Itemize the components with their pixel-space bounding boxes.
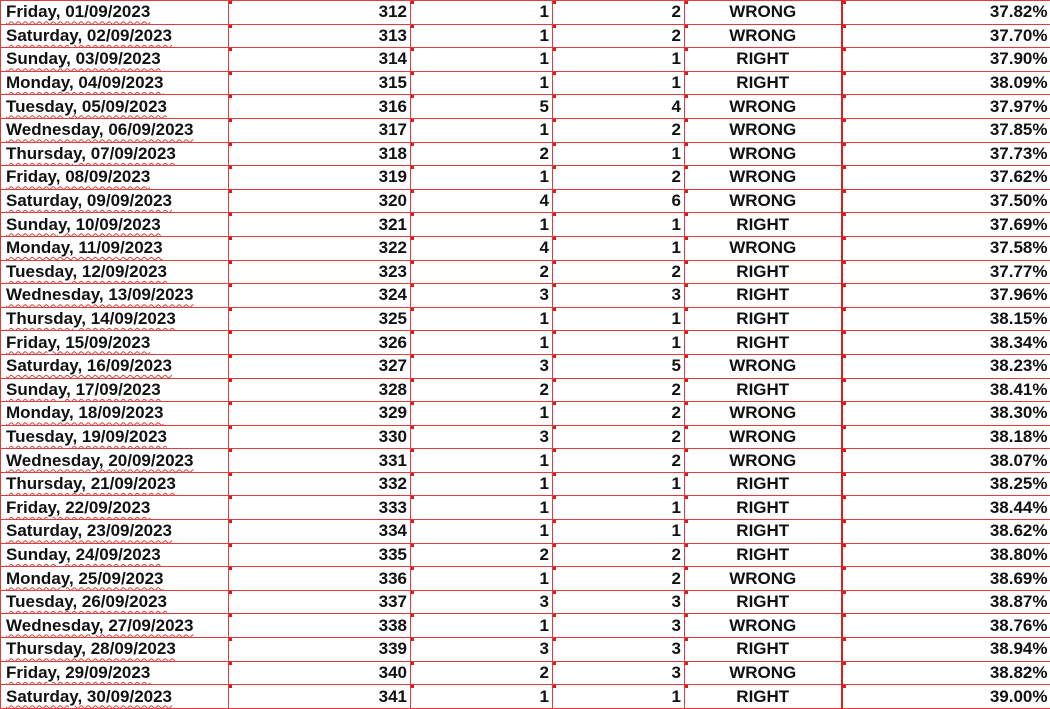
id-cell[interactable]: 341 xyxy=(229,685,411,709)
value-b-cell[interactable]: 1 xyxy=(553,331,685,355)
percentage-cell[interactable]: 39.00% xyxy=(842,685,1050,709)
table-row xyxy=(1,189,1050,213)
value-b-cell[interactable]: 1 xyxy=(553,71,685,95)
id-cell[interactable]: 324 xyxy=(229,284,411,308)
value-a-cell[interactable]: 1 xyxy=(411,71,553,95)
date-cell[interactable] xyxy=(1,260,229,284)
date-text: Saturday, 02/09/2023 xyxy=(6,26,172,45)
result-cell[interactable]: WRONG xyxy=(685,118,842,142)
date-cell[interactable] xyxy=(1,236,229,260)
date-text: Thursday, 28/09/2023 xyxy=(6,639,176,658)
date-cell[interactable] xyxy=(1,95,229,119)
result-cell[interactable]: RIGHT xyxy=(685,213,842,237)
value-b-cell[interactable]: 2 xyxy=(553,24,685,48)
result-cell[interactable]: WRONG xyxy=(685,236,842,260)
date-text: Sunday, 03/09/2023 xyxy=(6,49,161,68)
date-cell[interactable] xyxy=(1,614,229,638)
date-text: Thursday, 07/09/2023 xyxy=(6,144,176,163)
date-text: Friday, 22/09/2023 xyxy=(6,498,150,517)
date-text: Wednesday, 20/09/2023 xyxy=(6,451,193,470)
result-cell[interactable]: RIGHT xyxy=(685,71,842,95)
result-cell[interactable]: RIGHT xyxy=(685,638,842,662)
date-text: Wednesday, 13/09/2023 xyxy=(6,285,193,304)
date-text: Wednesday, 06/09/2023 xyxy=(6,120,193,139)
value-b-cell[interactable]: 1 xyxy=(553,307,685,331)
result-cell[interactable]: WRONG xyxy=(685,142,842,166)
result-cell[interactable]: RIGHT xyxy=(685,496,842,520)
table-row xyxy=(1,590,1050,614)
value-b-cell[interactable]: 2 xyxy=(553,567,685,591)
value-b-cell[interactable]: 2 xyxy=(553,402,685,426)
value-a-cell[interactable]: 1 xyxy=(411,472,553,496)
value-a-cell[interactable]: 1 xyxy=(411,614,553,638)
result-cell[interactable]: WRONG xyxy=(685,567,842,591)
result-cell[interactable]: WRONG xyxy=(685,1,842,25)
id-cell[interactable]: 322 xyxy=(229,236,411,260)
value-b-cell[interactable]: 1 xyxy=(553,685,685,709)
table-row xyxy=(1,496,1050,520)
date-cell[interactable] xyxy=(1,661,229,685)
date-cell[interactable] xyxy=(1,590,229,614)
value-b-cell[interactable]: 2 xyxy=(553,425,685,449)
value-b-cell[interactable]: 2 xyxy=(553,118,685,142)
date-cell[interactable] xyxy=(1,71,229,95)
id-cell[interactable]: 323 xyxy=(229,260,411,284)
date-cell[interactable] xyxy=(1,685,229,709)
id-cell[interactable]: 314 xyxy=(229,48,411,72)
id-cell[interactable]: 335 xyxy=(229,543,411,567)
result-cell[interactable]: WRONG xyxy=(685,661,842,685)
date-text: Tuesday, 12/09/2023 xyxy=(6,262,167,281)
percentage-cell[interactable]: 37.69% xyxy=(842,213,1050,237)
id-cell[interactable]: 313 xyxy=(229,24,411,48)
value-b-cell[interactable]: 2 xyxy=(553,1,685,25)
value-a-cell[interactable]: 1 xyxy=(411,213,553,237)
result-cell[interactable]: WRONG xyxy=(685,24,842,48)
date-text: Sunday, 17/09/2023 xyxy=(6,380,161,399)
result-cell[interactable]: WRONG xyxy=(685,449,842,473)
id-cell[interactable]: 317 xyxy=(229,118,411,142)
value-b-cell[interactable]: 1 xyxy=(553,213,685,237)
result-cell[interactable]: RIGHT xyxy=(685,260,842,284)
id-cell[interactable]: 339 xyxy=(229,638,411,662)
result-cell[interactable]: WRONG xyxy=(685,95,842,119)
value-a-cell[interactable]: 1 xyxy=(411,118,553,142)
value-a-cell[interactable]: 1 xyxy=(411,496,553,520)
percentage-cell[interactable]: 38.09% xyxy=(842,71,1050,95)
table-row xyxy=(1,236,1050,260)
id-cell[interactable]: 337 xyxy=(229,590,411,614)
date-text: Tuesday, 26/09/2023 xyxy=(6,592,167,611)
table-row xyxy=(1,142,1050,166)
value-b-cell[interactable]: 2 xyxy=(553,449,685,473)
date-cell[interactable] xyxy=(1,402,229,426)
id-cell[interactable]: 319 xyxy=(229,166,411,190)
table-row xyxy=(1,661,1050,685)
value-a-cell[interactable]: 1 xyxy=(411,24,553,48)
date-text: Saturday, 30/09/2023 xyxy=(6,687,172,706)
date-cell[interactable] xyxy=(1,166,229,190)
table-row xyxy=(1,378,1050,402)
percentage-cell[interactable]: 38.69% xyxy=(842,567,1050,591)
percentage-cell[interactable]: 38.15% xyxy=(842,307,1050,331)
date-text: Monday, 18/09/2023 xyxy=(6,403,164,422)
date-text: Monday, 11/09/2023 xyxy=(6,238,163,257)
date-cell[interactable] xyxy=(1,284,229,308)
table-row xyxy=(1,71,1050,95)
value-b-cell[interactable]: 1 xyxy=(553,48,685,72)
date-cell[interactable] xyxy=(1,496,229,520)
result-cell[interactable]: WRONG xyxy=(685,166,842,190)
value-b-cell[interactable]: 2 xyxy=(553,166,685,190)
date-cell[interactable] xyxy=(1,567,229,591)
percentage-cell[interactable]: 37.70% xyxy=(842,24,1050,48)
value-a-cell[interactable]: 3 xyxy=(411,590,553,614)
percentage-cell[interactable]: 37.50% xyxy=(842,189,1050,213)
id-cell[interactable]: 318 xyxy=(229,142,411,166)
date-cell[interactable] xyxy=(1,1,229,25)
result-cell[interactable]: WRONG xyxy=(685,402,842,426)
date-text: Monday, 25/09/2023 xyxy=(6,569,164,588)
table-row xyxy=(1,95,1050,119)
date-cell[interactable] xyxy=(1,189,229,213)
table-row xyxy=(1,284,1050,308)
result-cell[interactable]: RIGHT xyxy=(685,284,842,308)
value-b-cell[interactable]: 4 xyxy=(553,95,685,119)
result-cell[interactable]: RIGHT xyxy=(685,472,842,496)
date-text: Sunday, 24/09/2023 xyxy=(6,545,161,564)
id-cell[interactable]: 331 xyxy=(229,449,411,473)
percentage-cell[interactable]: 38.62% xyxy=(842,520,1050,544)
date-text: Saturday, 23/09/2023 xyxy=(6,521,172,540)
value-b-cell[interactable]: 2 xyxy=(553,260,685,284)
date-cell[interactable] xyxy=(1,118,229,142)
percentage-cell[interactable]: 37.85% xyxy=(842,118,1050,142)
date-cell[interactable] xyxy=(1,378,229,402)
value-b-cell[interactable]: 3 xyxy=(553,661,685,685)
date-cell[interactable] xyxy=(1,24,229,48)
date-text: Wednesday, 27/09/2023 xyxy=(6,616,193,635)
result-cell[interactable]: RIGHT xyxy=(685,685,842,709)
result-cell[interactable]: WRONG xyxy=(685,614,842,638)
date-cell[interactable] xyxy=(1,425,229,449)
percentage-cell[interactable]: 37.97% xyxy=(842,95,1050,119)
value-b-cell[interactable]: 3 xyxy=(553,638,685,662)
date-text: Saturday, 09/09/2023 xyxy=(6,191,172,210)
date-text: Tuesday, 05/09/2023 xyxy=(6,97,167,116)
id-cell[interactable]: 321 xyxy=(229,213,411,237)
value-a-cell[interactable]: 2 xyxy=(411,661,553,685)
result-cell[interactable]: RIGHT xyxy=(685,48,842,72)
value-a-cell[interactable]: 1 xyxy=(411,48,553,72)
date-cell[interactable] xyxy=(1,543,229,567)
date-cell[interactable] xyxy=(1,472,229,496)
percentage-cell[interactable]: 37.96% xyxy=(842,284,1050,308)
value-a-cell[interactable]: 4 xyxy=(411,236,553,260)
id-cell[interactable]: 329 xyxy=(229,402,411,426)
date-cell[interactable] xyxy=(1,48,229,72)
percentage-cell[interactable]: 38.34% xyxy=(842,331,1050,355)
value-b-cell[interactable]: 1 xyxy=(553,496,685,520)
percentage-cell[interactable]: 38.18% xyxy=(842,425,1050,449)
id-cell[interactable]: 333 xyxy=(229,496,411,520)
percentage-cell[interactable]: 37.82% xyxy=(842,1,1050,25)
table-row xyxy=(1,24,1050,48)
value-b-cell[interactable]: 3 xyxy=(553,614,685,638)
table-row xyxy=(1,213,1050,237)
table-row xyxy=(1,638,1050,662)
date-text: Sunday, 10/09/2023 xyxy=(6,215,161,234)
table-row xyxy=(1,449,1050,473)
table-row xyxy=(1,331,1050,355)
percentage-cell[interactable]: 38.25% xyxy=(842,472,1050,496)
id-cell[interactable]: 334 xyxy=(229,520,411,544)
date-cell[interactable] xyxy=(1,449,229,473)
value-a-cell[interactable]: 3 xyxy=(411,354,553,378)
value-b-cell[interactable]: 2 xyxy=(553,378,685,402)
percentage-cell[interactable]: 38.23% xyxy=(842,354,1050,378)
value-b-cell[interactable]: 6 xyxy=(553,189,685,213)
table-row xyxy=(1,307,1050,331)
value-b-cell[interactable]: 1 xyxy=(553,520,685,544)
percentage-cell[interactable]: 37.77% xyxy=(842,260,1050,284)
date-text: Friday, 15/09/2023 xyxy=(6,333,150,352)
percentage-cell[interactable]: 38.41% xyxy=(842,378,1050,402)
spreadsheet-body xyxy=(1,1,1050,709)
value-a-cell[interactable]: 3 xyxy=(411,284,553,308)
percentage-cell[interactable]: 38.44% xyxy=(842,496,1050,520)
date-text: Monday, 04/09/2023 xyxy=(6,73,164,92)
value-a-cell[interactable]: 5 xyxy=(411,95,553,119)
id-cell[interactable]: 325 xyxy=(229,307,411,331)
date-cell[interactable] xyxy=(1,520,229,544)
percentage-cell[interactable]: 37.90% xyxy=(842,48,1050,72)
value-a-cell[interactable]: 1 xyxy=(411,402,553,426)
result-cell[interactable]: WRONG xyxy=(685,354,842,378)
value-b-cell[interactable]: 1 xyxy=(553,236,685,260)
table-row xyxy=(1,118,1050,142)
result-cell[interactable]: RIGHT xyxy=(685,331,842,355)
value-b-cell[interactable]: 3 xyxy=(553,284,685,308)
date-text: Tuesday, 19/09/2023 xyxy=(6,427,167,446)
percentage-cell[interactable]: 37.62% xyxy=(842,166,1050,190)
date-cell[interactable] xyxy=(1,142,229,166)
id-cell[interactable]: 328 xyxy=(229,378,411,402)
id-cell[interactable]: 327 xyxy=(229,354,411,378)
date-text: Friday, 01/09/2023 xyxy=(6,2,150,21)
date-text: Friday, 29/09/2023 xyxy=(6,663,150,682)
result-cell[interactable]: WRONG xyxy=(685,425,842,449)
date-text: Friday, 08/09/2023 xyxy=(6,167,150,186)
percentage-cell[interactable]: 37.58% xyxy=(842,236,1050,260)
percentage-cell[interactable]: 38.82% xyxy=(842,661,1050,685)
date-cell[interactable] xyxy=(1,331,229,355)
date-text: Thursday, 21/09/2023 xyxy=(6,474,176,493)
value-a-cell[interactable]: 2 xyxy=(411,142,553,166)
date-cell[interactable] xyxy=(1,354,229,378)
table-row xyxy=(1,354,1050,378)
id-cell[interactable]: 326 xyxy=(229,331,411,355)
value-b-cell[interactable]: 1 xyxy=(553,472,685,496)
table-row xyxy=(1,472,1050,496)
value-a-cell[interactable]: 2 xyxy=(411,378,553,402)
value-a-cell[interactable]: 1 xyxy=(411,685,553,709)
id-cell[interactable]: 320 xyxy=(229,189,411,213)
value-a-cell[interactable]: 2 xyxy=(411,260,553,284)
table-row xyxy=(1,1,1050,25)
value-a-cell[interactable]: 1 xyxy=(411,567,553,591)
percentage-cell[interactable]: 38.07% xyxy=(842,449,1050,473)
id-cell[interactable]: 330 xyxy=(229,425,411,449)
value-b-cell[interactable]: 2 xyxy=(553,543,685,567)
table-row xyxy=(1,402,1050,426)
result-cell[interactable]: RIGHT xyxy=(685,543,842,567)
value-b-cell[interactable]: 1 xyxy=(553,142,685,166)
result-cell[interactable]: RIGHT xyxy=(685,590,842,614)
id-cell[interactable]: 338 xyxy=(229,614,411,638)
percentage-cell[interactable]: 38.76% xyxy=(842,614,1050,638)
table-row xyxy=(1,425,1050,449)
id-cell[interactable]: 316 xyxy=(229,95,411,119)
table-row xyxy=(1,543,1050,567)
date-cell[interactable] xyxy=(1,307,229,331)
value-a-cell[interactable]: 3 xyxy=(411,425,553,449)
date-text: Thursday, 14/09/2023 xyxy=(6,309,176,328)
id-cell[interactable]: 315 xyxy=(229,71,411,95)
date-text: Saturday, 16/09/2023 xyxy=(6,356,172,375)
result-cell[interactable]: RIGHT xyxy=(685,307,842,331)
value-a-cell[interactable]: 1 xyxy=(411,449,553,473)
value-a-cell[interactable]: 4 xyxy=(411,189,553,213)
result-cell[interactable]: RIGHT xyxy=(685,520,842,544)
date-cell[interactable] xyxy=(1,638,229,662)
percentage-cell[interactable]: 38.87% xyxy=(842,590,1050,614)
table-row xyxy=(1,685,1050,709)
date-cell[interactable] xyxy=(1,213,229,237)
table-row xyxy=(1,614,1050,638)
result-cell[interactable]: RIGHT xyxy=(685,378,842,402)
value-a-cell[interactable]: 3 xyxy=(411,638,553,662)
percentage-cell[interactable]: 38.94% xyxy=(842,638,1050,662)
table-row xyxy=(1,166,1050,190)
id-cell[interactable]: 332 xyxy=(229,472,411,496)
id-cell[interactable]: 340 xyxy=(229,661,411,685)
value-a-cell[interactable]: 1 xyxy=(411,1,553,25)
value-a-cell[interactable]: 1 xyxy=(411,520,553,544)
value-b-cell[interactable]: 5 xyxy=(553,354,685,378)
percentage-cell[interactable]: 38.80% xyxy=(842,543,1050,567)
value-a-cell[interactable]: 1 xyxy=(411,331,553,355)
value-a-cell[interactable]: 2 xyxy=(411,543,553,567)
id-cell[interactable]: 336 xyxy=(229,567,411,591)
value-b-cell[interactable]: 3 xyxy=(553,590,685,614)
table-row xyxy=(1,567,1050,591)
id-cell[interactable]: 312 xyxy=(229,1,411,25)
value-a-cell[interactable]: 1 xyxy=(411,166,553,190)
table-row xyxy=(1,520,1050,544)
percentage-cell[interactable]: 38.30% xyxy=(842,402,1050,426)
percentage-cell[interactable]: 37.73% xyxy=(842,142,1050,166)
table-row xyxy=(1,48,1050,72)
result-cell[interactable]: WRONG xyxy=(685,189,842,213)
value-a-cell[interactable]: 1 xyxy=(411,307,553,331)
table-row xyxy=(1,260,1050,284)
